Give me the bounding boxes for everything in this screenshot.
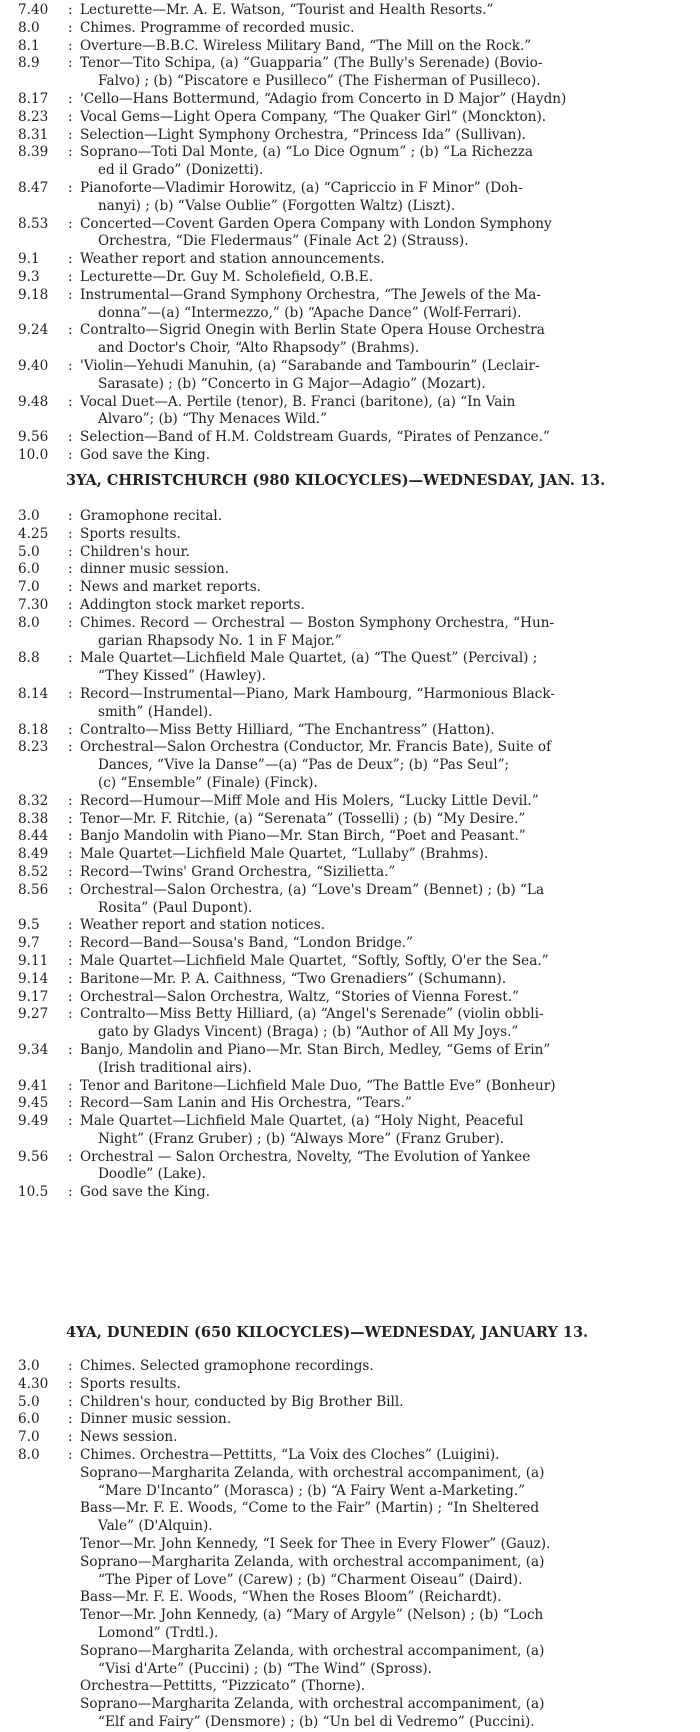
programme-time: 9.56 [18,1148,49,1165]
programme-description-continued: and Doctor's Choir, “Alto Rhapsody” (Brahms). [98,340,420,357]
programme-description: Vocal Duet—A. Pertile (tenor), B. Franci (baritone), (a) “In Vain [80,393,516,410]
programme-time: 9.24 [18,322,49,339]
programme-item [18,1078,690,1096]
programme-item [18,1358,690,1376]
programme-description: Banjo Mandolin with Piano—Mr. Stan Birch, “Poet and Peasant.” [80,828,526,845]
programme-item [18,1149,690,1185]
programme-time: 9.11 [18,952,49,969]
time-separator: : [68,935,73,952]
programme-description-continued: gato by Gladys Vincent) (Braga) ; (b) “Author of All My Joys.” [98,1024,519,1041]
programme-section-3ya [18,508,690,1202]
time-separator: : [68,1393,73,1410]
time-separator: : [68,268,73,285]
programme-item [18,882,690,918]
time-separator: : [68,721,73,738]
programme-item [18,394,690,430]
programme-description: Record—Twins' Grand Orchestra, “Sizilietta.” [80,863,396,880]
programme-item [18,526,690,544]
time-separator: : [68,650,73,667]
programme-description-continued: Night” (Franz Gruber) ; (b) “Always More” (Franz Gruber). [98,1130,505,1147]
time-separator: : [68,1041,73,1058]
programme-list [18,1358,690,1465]
programme-item [18,1042,690,1078]
programme-item [18,846,690,864]
programme-time: 8.32 [18,792,49,809]
programme-description: Contralto—Sigrid Onegin with Berlin State Opera House Orchestra [80,322,545,339]
programme-item [18,739,690,792]
programme-item [18,1095,690,1113]
programme-item [18,953,690,971]
programme-section-4ya [18,1358,690,1732]
programme-description: Tenor—Mr. John Kennedy, “I Seek for Thee in Every Flower” (Gauz). [80,1535,551,1552]
time-separator: : [68,792,73,809]
programme-time: 9.40 [18,357,49,374]
programme-description-continued: “Visi d'Arte” (Puccini) ; (b) “The Wind” (Spross). [98,1660,432,1677]
programme-time: 7.40 [18,2,49,18]
time-separator: : [68,1184,73,1201]
programme-item [18,579,690,597]
programme-item [18,38,690,56]
programme-time: 8.9 [18,55,40,72]
programme-item [18,989,690,1007]
programme-description: Orchestral—Salon Orchestra, Waltz, “Stories of Vienna Forest.” [80,988,519,1005]
programme-time: 8.56 [18,881,49,898]
programme-time: 9.5 [18,917,40,934]
programme-time: 8.52 [18,863,49,880]
programme-description-continued: (c) “Ensemble” (Finale) (Finck). [98,774,318,791]
programme-item [18,2,690,20]
time-separator: : [68,952,73,969]
programme-time: 8.0 [18,614,40,631]
programme-item [18,269,690,287]
programme-time: 4.30 [18,1375,49,1392]
programme-description: Male Quartet—Lichfield Male Quartet, “Lullaby” (Brahms). [80,846,489,863]
programme-time: 7.0 [18,1429,40,1446]
time-separator: : [68,1148,73,1165]
programme-time: 8.14 [18,685,49,702]
programme-description: Children's hour. [80,543,190,560]
programme-item [18,144,690,180]
programme-item [18,597,690,615]
programme-item [18,1447,690,1465]
programme-description-continued: (Irish traditional airs). [98,1059,252,1076]
programme-item [18,1465,690,1501]
programme-time: 7.30 [18,596,49,613]
programme-description: God save the King. [80,1184,211,1201]
programme-description-continued: nanyi) ; (b) “Valse Oublie” (Forgotten Waltz) (Liszt). [98,197,456,214]
programme-description: Gramophone recital. [80,508,223,524]
time-separator: : [68,251,73,268]
programme-list [18,2,690,465]
programme-description-continued: Rosita” (Paul Dupont). [98,899,253,916]
programme-item [18,1411,690,1429]
programme-description: Concerted—Covent Garden Opera Company with London Symphony [80,215,552,232]
programme-item [18,1589,690,1607]
programme-item [18,1429,690,1447]
programme-description-continued: “The Piper of Love” (Carew) ; (b) “Charment Oiseau” (Daird). [98,1571,523,1588]
time-separator: : [68,2,73,18]
programme-time: 10.5 [18,1184,49,1201]
programme-description: Chimes. Programme of recorded music. [80,19,355,36]
programme-description-continued: Falvo) ; (b) “Piscatore e Pusilleco” (The Fisherman of Pusilleco). [98,73,541,90]
programme-time: 8.18 [18,721,49,738]
time-separator: : [68,970,73,987]
programme-item [18,722,690,740]
programme-description-continued: ed il Grado” (Donizetti). [98,162,264,179]
time-separator: : [68,543,73,560]
time-separator: : [68,508,73,524]
programme-description: Tenor and Baritone—Lichfield Male Duo, “The Battle Eve” (Bonheur) [80,1077,556,1094]
programme-item [18,287,690,323]
time-separator: : [68,561,73,578]
programme-description: News and market reports. [80,579,261,596]
programme-description: Chimes. Orchestra—Pettitts, “La Voix des Cloches” (Luigini). [80,1446,500,1463]
time-separator: : [68,596,73,613]
time-separator: : [68,525,73,542]
programme-description: Male Quartet—Lichfield Male Quartet, (a) “Holy Night, Peaceful [80,1113,524,1130]
programme-description: Male Quartet—Lichfield Male Quartet, (a) “The Quest” (Percival) ; [80,650,538,667]
programme-item [18,1394,690,1412]
programme-description: Orchestra—Pettitts, “Pizzicato” (Thorne). [80,1678,366,1695]
programme-item [18,1113,690,1149]
programme-description: dinner music session. [80,561,229,578]
programme-time: 4.25 [18,525,49,542]
programme-description: Children's hour, conducted by Big Brother Bill. [80,1393,404,1410]
programme-time: 8.23 [18,739,49,756]
programme-description: Dinner music session. [80,1411,232,1428]
programme-time: 9.3 [18,268,40,285]
programme-item [18,1536,690,1554]
programme-time: 5.0 [18,543,40,560]
programme-description: Contralto—Miss Betty Hilliard, (a) “Angel's Serenade” (violin obbli- [80,1006,544,1023]
programme-item [18,686,690,722]
programme-time: 5.0 [18,1393,40,1410]
time-separator: : [68,55,73,72]
programme-description-continued: Sarasate) ; (b) “Concerto in G Major—Adagio” (Mozart). [98,375,486,392]
programme-time: 8.44 [18,828,49,845]
programme-description-continued: garian Rhapsody No. 1 in F Major.” [98,632,342,649]
programme-description-continued: Dances, “Vive la Danse”—(a) “Pas de Deux”; (b) “Pas Seul”; [98,757,510,774]
time-separator: : [68,1446,73,1463]
programme-item [18,615,690,651]
time-separator: : [68,144,73,161]
time-separator: : [68,1358,73,1374]
programme-description: 'Cello—Hans Bottermund, “Adagio from Concerto in D Major” (Haydn) [80,90,567,107]
programme-description: Soprano—Margharita Zelanda, with orchestral accompaniment, (a) [80,1464,545,1481]
programme-item [18,127,690,145]
programme-item [18,864,690,882]
programme-description: Chimes. Selected gramophone recordings. [80,1358,374,1374]
programme-description: Selection—Light Symphony Orchestra, “Princess Ida” (Sullivan). [80,126,526,143]
programme-time: 8.39 [18,144,49,161]
programme-item [18,429,690,447]
programme-description: Record—Instrumental—Piano, Mark Hambourg, “Harmonious Black- [80,685,555,702]
programme-description-continued: Vale” (D'Alquin). [98,1518,213,1535]
programme-item [18,91,690,109]
time-separator: : [68,286,73,303]
programme-time: 8.0 [18,1446,40,1463]
time-separator: : [68,126,73,143]
time-separator: : [68,1077,73,1094]
programme-description: Contralto—Miss Betty Hilliard, “The Enchantress” (Hatton). [80,721,495,738]
programme-description: Selection—Band of H.M. Coldstream Guards, “Pirates of Penzance.” [80,429,550,446]
programme-description-continued: smith” (Handel). [98,703,213,720]
programme-continued-list [18,1465,690,1732]
programme-description: Weather report and station announcements. [80,251,385,268]
programme-description: 'Violin—Yehudi Manuhin, (a) “Sarabande and Tambourin” (Leclair- [80,357,540,374]
time-separator: : [68,881,73,898]
time-separator: : [68,828,73,845]
programme-description: Soprano—Margharita Zelanda, with orchestral accompaniment, (a) [80,1696,545,1713]
programme-description: Record—Band—Sousa's Band, “London Bridge.” [80,935,414,952]
programme-time: 10.0 [18,446,49,463]
programme-time: 9.1 [18,251,40,268]
programme-item [18,828,690,846]
programme-description: News session. [80,1429,178,1446]
programme-description: Addington stock market reports. [80,596,305,613]
time-separator: : [68,322,73,339]
programme-item [18,650,690,686]
programme-item [18,793,690,811]
time-separator: : [68,446,73,463]
time-separator: : [68,179,73,196]
time-separator: : [68,215,73,232]
programme-description: Soprano—Margharita Zelanda, with orchestral accompaniment, (a) [80,1553,545,1570]
programme-description-continued: Orchestra, “Die Fledermaus” (Finale Act 2) (Strauss). [98,233,469,250]
programme-section-1 [18,2,690,465]
time-separator: : [68,988,73,1005]
time-separator: : [68,863,73,880]
programme-description: Bass—Mr. F. E. Woods, “When the Roses Bloom” (Reichardt). [80,1589,502,1606]
programme-description: Male Quartet—Lichfield Male Quartet, “Softly, Softly, O'er the Sea.” [80,952,549,969]
programme-time: 9.56 [18,429,49,446]
programme-item [18,544,690,562]
programme-description: Vocal Gems—Light Opera Company, “The Quaker Girl” (Monckton). [80,108,547,125]
programme-item [18,917,690,935]
programme-time: 8.38 [18,810,49,827]
programme-description-continued: “They Kissed” (Hawley). [98,668,266,685]
programme-item [18,109,690,127]
programme-item [18,1184,690,1202]
programme-time: 9.18 [18,286,49,303]
programme-description: Orchestral—Salon Orchestra (Conductor, Mr. Francis Bate), Suite of [80,739,552,756]
programme-time: 8.49 [18,846,49,863]
programme-description: Chimes. Record — Orchestral — Boston Symphony Orchestra, “Hun- [80,614,555,631]
programme-item [18,971,690,989]
programme-item [18,358,690,394]
programme-time: 9.45 [18,1095,49,1112]
programme-item [18,55,690,91]
programme-description: Record—Humour—Miff Mole and His Molers, “Lucky Little Devil.” [80,792,539,809]
programme-item [18,508,690,526]
time-separator: : [68,614,73,631]
programme-description: Overture—B.B.C. Wireless Military Band, “The Mill on the Rock.” [80,37,532,54]
programme-description: Baritone—Mr. P. A. Caithness, “Two Grenadiers” (Schumann). [80,970,507,987]
programme-description: Weather report and station notices. [80,917,326,934]
programme-item [18,1376,690,1394]
programme-item [18,20,690,38]
programme-item [18,447,690,465]
time-separator: : [68,1095,73,1112]
programme-description: Orchestral — Salon Orchestra, Novelty, “The Evolution of Yankee [80,1148,531,1165]
programme-time: 9.41 [18,1077,49,1094]
time-separator: : [68,579,73,596]
programme-description: Lecturette—Mr. A. E. Watson, “Tourist and Health Resorts.” [80,2,494,18]
time-separator: : [68,90,73,107]
programme-description: Lecturette—Dr. Guy M. Scholefield, O.B.E. [80,268,374,285]
station-heading-4ya: 4YA, DUNEDIN (650 KILOCYCLES)—WEDNESDAY, JANUARY 13. [66,1324,589,1341]
time-separator: : [68,1375,73,1392]
time-separator: : [68,1429,73,1446]
programme-description: Tenor—Tito Schipa, (a) “Guapparia” (The Bully's Serenade) (Bovio- [80,55,543,72]
programme-description: Record—Sam Lanin and His Orchestra, “Tears.” [80,1095,412,1112]
programme-time: 8.0 [18,19,40,36]
programme-description-continued: Doodle” (Lake). [98,1166,206,1183]
programme-description-continued: Lomond” (Trdtl.). [98,1624,219,1641]
programme-time: 9.34 [18,1041,49,1058]
programme-time: 7.0 [18,579,40,596]
programme-description: God save the King. [80,446,211,463]
programme-item [18,1500,690,1536]
time-separator: : [68,810,73,827]
time-separator: : [68,1411,73,1428]
programme-description: Tenor—Mr. John Kennedy, (a) “Mary of Argyle” (Nelson) ; (b) “Loch [80,1607,544,1624]
programme-item [18,561,690,579]
programme-description: Instrumental—Grand Symphony Orchestra, “The Jewels of the Ma- [80,286,541,303]
time-separator: : [68,1006,73,1023]
time-separator: : [68,19,73,36]
programme-time: 3.0 [18,508,40,524]
programme-description: Sports results. [80,1375,181,1392]
programme-list [18,508,690,1202]
programme-description: Pianoforte—Vladimir Horowitz, (a) “Capriccio in F Minor” (Doh- [80,179,523,196]
programme-item [18,251,690,269]
programme-item [18,180,690,216]
programme-time: 8.23 [18,108,49,125]
programme-time: 9.14 [18,970,49,987]
programme-item [18,1696,690,1732]
programme-item [18,1607,690,1643]
time-separator: : [68,393,73,410]
programme-item [18,1643,690,1679]
programme-description: Bass—Mr. F. E. Woods, “Come to the Fair” (Martin) ; “In Sheltered [80,1500,540,1517]
programme-description-continued: Alvaro”; (b) “Thy Menaces Wild.” [98,411,328,428]
programme-time: 9.49 [18,1113,49,1130]
programme-description: Orchestral—Salon Orchestra, (a) “Love's Dream” (Bennet) ; (b) “La [80,881,545,898]
programme-time: 9.48 [18,393,49,410]
programme-description: Banjo, Mandolin and Piano—Mr. Stan Birch, Medley, “Gems of Erin” [80,1041,551,1058]
programme-time: 8.53 [18,215,49,232]
programme-item [18,811,690,829]
programme-item [18,1554,690,1590]
programme-time: 8.17 [18,90,49,107]
time-separator: : [68,37,73,54]
programme-description: Soprano—Toti Dal Monte, (a) “Lo Dice Ognum” ; (b) “La Richezza [80,144,533,161]
programme-time: 6.0 [18,561,40,578]
time-separator: : [68,685,73,702]
programme-description-continued: “Mare D'Incanto” (Morasca) ; (b) “A Fairy Went a-Marketing.” [98,1482,526,1499]
programme-description: Sports results. [80,525,181,542]
programme-time: 8.1 [18,37,40,54]
programme-description: Soprano—Margharita Zelanda, with orchestral accompaniment, (a) [80,1642,545,1659]
time-separator: : [68,846,73,863]
time-separator: : [68,357,73,374]
programme-item [18,935,690,953]
station-heading-3ya: 3YA, CHRISTCHURCH (980 KILOCYCLES)—WEDNESDAY, JAN. 13. [66,472,606,489]
programme-time: 8.47 [18,179,49,196]
programme-description: Tenor—Mr. F. Ritchie, (a) “Serenata” (Tosselli) ; (b) “My Desire.” [80,810,526,827]
programme-item [18,216,690,252]
programme-time: 8.31 [18,126,49,143]
programme-time: 9.17 [18,988,49,1005]
time-separator: : [68,108,73,125]
programme-description-continued: “Elf and Fairy” (Densmore) ; (b) “Un bel di Vedremo” (Puccini). [98,1713,535,1730]
programme-time: 6.0 [18,1411,40,1428]
time-separator: : [68,739,73,756]
programme-time: 9.27 [18,1006,49,1023]
time-separator: : [68,1113,73,1130]
programme-time: 8.8 [18,650,40,667]
programme-description-continued: donna”—(a) “Intermezzo,” (b) “Apache Dance” (Wolf-Ferrari). [98,304,522,321]
time-separator: : [68,917,73,934]
programme-item [18,1006,690,1042]
programme-time: 3.0 [18,1358,40,1374]
programme-item [18,322,690,358]
programme-item [18,1678,690,1696]
time-separator: : [68,429,73,446]
programme-time: 9.7 [18,935,40,952]
